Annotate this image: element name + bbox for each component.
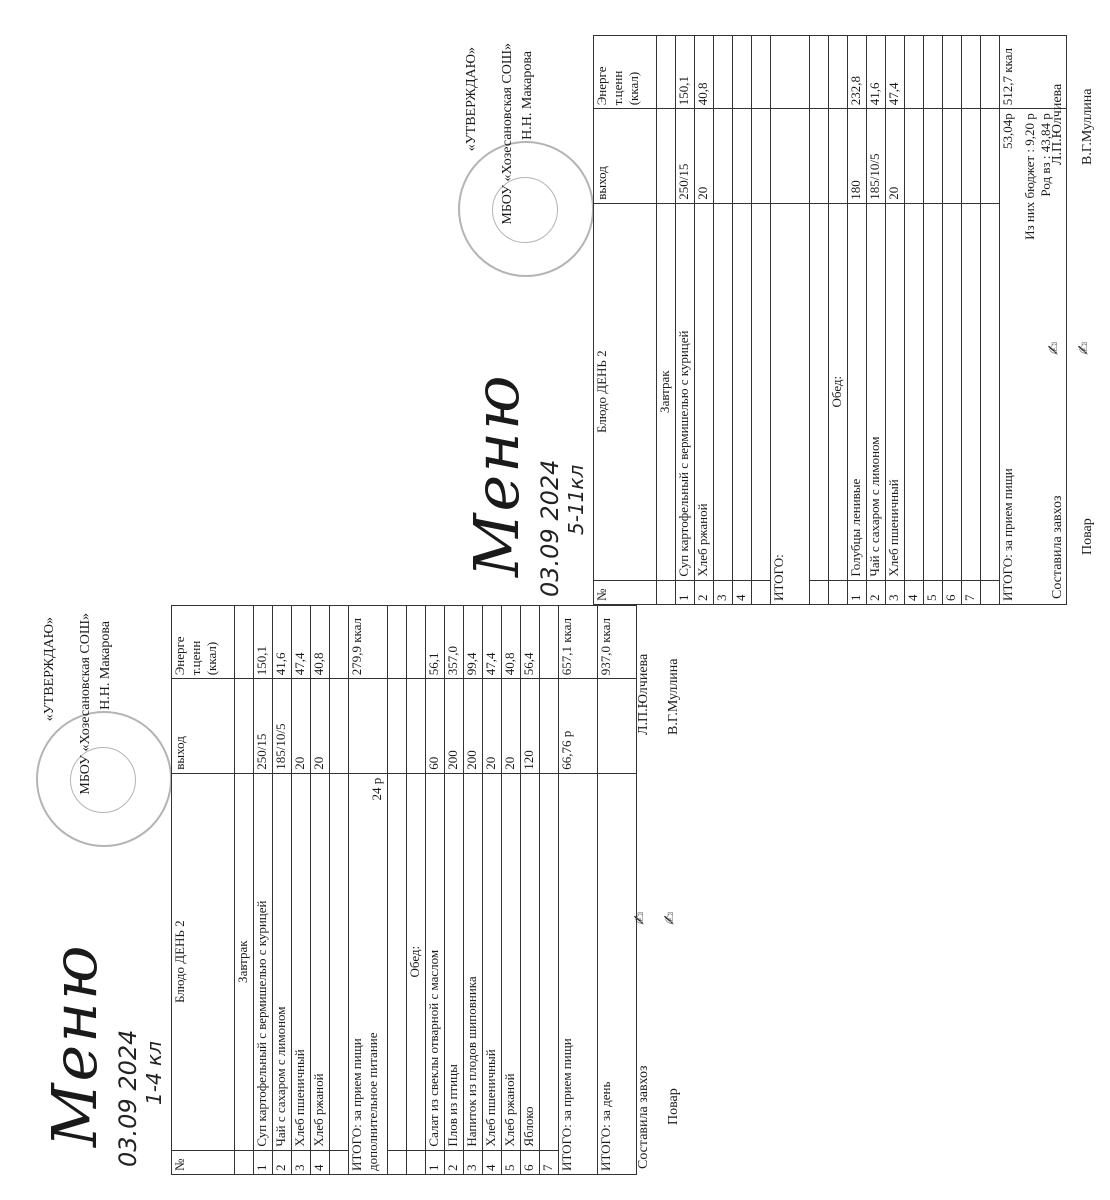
header-output: выход — [172, 679, 235, 773]
header-output: выход — [594, 109, 657, 203]
menu-sheet-right — [458, 35, 1095, 605]
table-row: 2 Хлеб ржаной 20 40,8 — [695, 36, 714, 605]
table-row: 1 Салат из свеклы отварной с маслом 60 56,1 — [426, 606, 445, 1175]
table-row: 1 Суп картофельный с вермишелью с курицей 250/15 150,1 — [254, 606, 273, 1175]
menu-title: Меню — [460, 373, 533, 577]
parents-line: Род вз : 43,84 р — [1038, 113, 1053, 197]
menu-table — [171, 605, 637, 1175]
header-num: № — [172, 1150, 235, 1174]
signature-icon: ✍ — [1044, 341, 1063, 355]
section-lunch: Обед: — [829, 203, 848, 580]
section-lunch: Обед: — [407, 773, 426, 1150]
table-header-row — [594, 36, 657, 605]
table-row: 5 Хлеб ржаной 20 40,8 — [502, 606, 521, 1175]
cook-label: Повар — [666, 1088, 681, 1125]
budget-line: Из них бюджет : 9,20 р — [1022, 113, 1037, 240]
table-row: 3 Хлеб пшеничный 20 47,4 — [292, 606, 311, 1175]
table-row: 4 — [733, 36, 752, 605]
signature-icon: ✍ — [1074, 341, 1093, 355]
table-row: 7 — [962, 36, 981, 605]
table-row: 2 Чай с сахаром с лимоном 185/10/5 41,6 — [867, 36, 886, 605]
table-row: 3 — [714, 36, 733, 605]
table-row: 1 Суп картофельный с вермишелью с курицей 250/15 150,1 — [676, 36, 695, 605]
table-row: 7 — [540, 606, 559, 1175]
table-row: 3 Напиток из плодов шиповника 200 99,4 — [464, 606, 483, 1175]
table-row: 6 — [943, 36, 962, 605]
approve-label: «УТВЕРЖДАЮ» — [42, 617, 57, 722]
table-row: 3 Хлеб пшеничный 20 47,4 — [886, 36, 905, 605]
header-dish: Блюдо ДЕНЬ 2 — [172, 773, 235, 1150]
total-lunch-row: ИТОГО: за прием пищи 53,04р Из них бюджет : 9,20 р Род вз : 43,84 р 512,7 ккал — [1000, 36, 1067, 605]
total-day-energy: 937,0 ккал — [598, 606, 637, 679]
total-breakfast-row: ИТОГО: за прием пищи дополнительное питание 24 р 279,9 ккал — [349, 606, 388, 1175]
menu-sheet-left — [36, 605, 681, 1175]
signature-icon: ✍ — [630, 911, 649, 925]
table-row: 1 Голубцы ленивые 180 232,8 — [848, 36, 867, 605]
total-breakfast-energy: 279,9 ккал — [349, 606, 388, 679]
signatory-name: Н.Н. Макарова — [520, 51, 535, 140]
table-row: 2 Плов из птицы 200 357,0 — [445, 606, 464, 1175]
compiled-name: Л.П.Юлчиева — [636, 653, 651, 735]
header-energy: Энерге т.ценн (ккал) — [172, 606, 235, 679]
table-row: 4 Хлеб пшеничный 20 47,4 — [483, 606, 502, 1175]
total-lunch-energy: 657,1 ккал — [559, 606, 598, 679]
cook-label: Повар — [1080, 518, 1095, 555]
table-row: 5 — [924, 36, 943, 605]
total-breakfast-price: 24 р — [369, 777, 384, 801]
handwritten-classes: 1-4 кл — [142, 1041, 166, 1105]
total-lunch-price: 53,04р — [1000, 113, 1015, 150]
menu-table — [593, 35, 1067, 605]
total-breakfast-row: ИТОГО: — [771, 36, 810, 605]
header-energy: Энерге т.ценн (ккал) — [594, 36, 657, 109]
cook-row — [1074, 45, 1110, 605]
signatory-name: Н.Н. Макарова — [98, 621, 113, 710]
approve-label: «УТВЕРЖДАЮ» — [464, 47, 479, 152]
handwritten-classes: 5-11кл — [564, 464, 588, 535]
section-breakfast: Завтрак — [657, 203, 676, 580]
header-dish: Блюдо ДЕНЬ 2 — [594, 203, 657, 580]
header — [36, 605, 171, 1175]
signature-icon: ✍ — [660, 911, 679, 925]
table-row: 4 Хлеб ржаной 20 40,8 — [311, 606, 330, 1175]
section-breakfast: Завтрак — [235, 773, 254, 1150]
handwritten-date: 03.09 2024 — [114, 1029, 142, 1167]
handwritten-date: 03.09 2024 — [536, 459, 564, 597]
school-name: МБОУ «Хозесановская СОШ» — [500, 43, 515, 225]
table-row: 2 Чай с сахаром с лимоном 185/10/5 41,6 — [273, 606, 292, 1175]
table-header-row — [172, 606, 235, 1175]
table-row: 4 — [905, 36, 924, 605]
compiled-row — [630, 615, 666, 1175]
header — [458, 35, 593, 605]
cook-name: В.Г.Муллина — [666, 658, 681, 735]
table-row: 6 Яблоко 120 56,4 — [521, 606, 540, 1175]
header-num: № — [594, 580, 657, 604]
total-lunch-price: 66,76 р — [559, 679, 598, 773]
menu-title: Меню — [38, 943, 111, 1147]
compiled-label: Составила завхоз — [1050, 495, 1065, 599]
compiled-label: Составила завхоз — [636, 1065, 651, 1169]
total-day-row: ИТОГО: за день 937,0 ккал — [598, 606, 637, 1175]
compiled-name: Л.П.Юлчиева — [1050, 83, 1065, 165]
total-lunch-row: ИТОГО: за прием пищи 66,76 р 657,1 ккал — [559, 606, 598, 1175]
cook-name: В.Г.Муллина — [1080, 88, 1095, 165]
school-name: МБОУ «Хозесановская СОШ» — [78, 613, 93, 795]
cook-row — [660, 615, 696, 1175]
total-lunch-energy: 512,7 ккал — [1000, 36, 1067, 109]
footer — [630, 615, 696, 1175]
